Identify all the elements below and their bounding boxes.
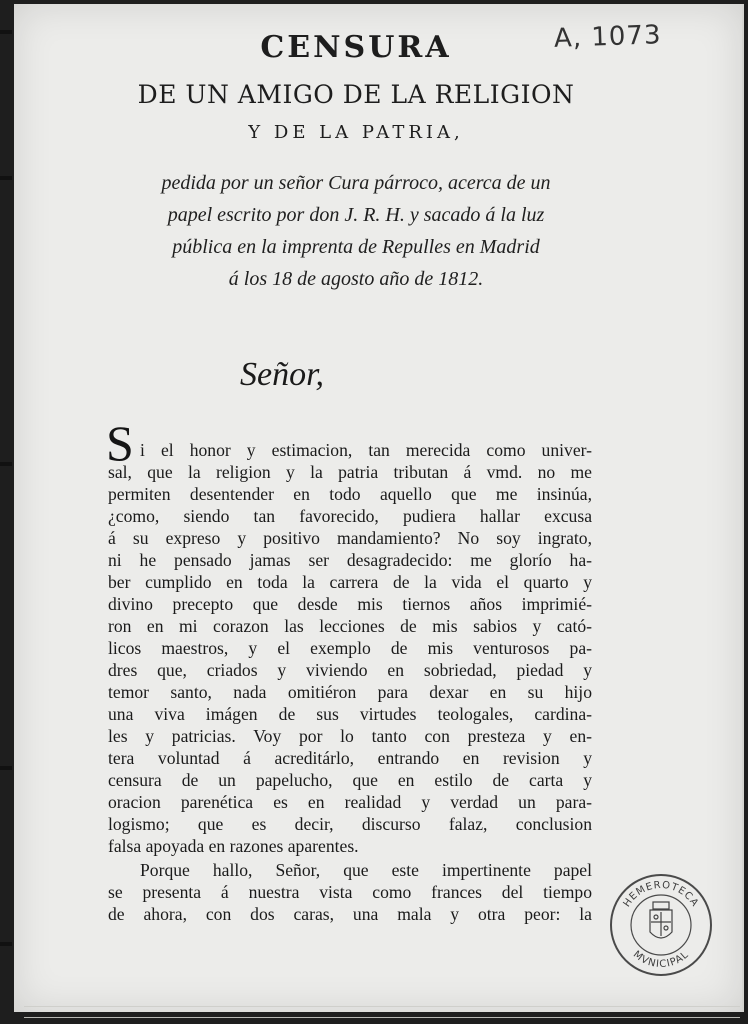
stamp-top-text: HEMEROTECA [621,879,701,910]
body-line: ¿como, siendo tan favorecido, pudiera hallar excusa [108,506,592,526]
drop-cap: S [106,415,134,471]
handwritten-annotation: A, 1073 [553,20,662,54]
body-line: una viva imágen de sus virtudes teologales, cardina- [108,704,592,724]
page-title: CENSURA [260,30,452,65]
body-line: á su expreso y positivo mandamiento? No soy ingrato, [108,528,592,548]
body-line: Porque hallo, Señor, que este impertinente papel [140,860,592,880]
binding-mark [0,942,12,946]
stamp-bottom-text: MVNICIPAL [630,949,692,971]
coat-of-arms-icon [650,902,672,938]
body-line: ron en mi corazon las lecciones de mis sabios y cató- [108,616,592,636]
body-line: divino precepto que desde mis tiernos años imprimié- [108,594,592,614]
salutation: Señor, [240,356,325,393]
body-line: licos maestros, y el exemplo de mis venturosos pa- [108,638,592,658]
page-edge [24,1006,740,1018]
body-line: permiten desentender en todo aquello que me insinúa, [108,484,592,504]
body-line: de ahora, con dos caras, una mala y otra peor: la [108,904,592,924]
body-line: sal, que la religion y la patria tributan á vmd. no me [108,462,592,482]
body-line: dres que, criados y viviendo en sobriedad, piedad y [108,660,592,680]
binding-mark [0,176,12,180]
body-line: se presenta á nuestra vista como frances del tiempo [108,882,592,902]
subtitle-line: papel escrito por don J. R. H. y sacado á la luz [167,204,545,226]
library-stamp [608,872,714,978]
body-line: i el honor y estimacion, tan merecida como univer- [140,440,592,460]
body-line: temor santo, nada omitiéron para dexar en su hijo [108,682,592,702]
subtitle-line: á los 18 de agosto año de 1812. [228,268,484,290]
body-line: les y patricias. Voy por lo tanto con presteza y en- [108,726,592,746]
body-line: ni he pensado jamas ser desagradecido: me glorío ha- [108,550,592,570]
title-line-3: Y DE LA PATRIA, [248,122,464,143]
body-line: censura de un papelucho, que en estilo de carta y [108,770,592,790]
subtitle-line: pública en la imprenta de Repulles en Madrid [172,236,540,258]
binding-mark [0,766,12,770]
body-line: falsa apoyada en razones aparentes. [108,836,359,856]
body-line: logismo; que es decir, discurso falaz, conclusion [108,814,592,834]
binding-mark [0,462,12,466]
body-line: tera voluntad á acreditárlo, entrando en revision y [108,748,592,768]
title-line-2: DE UN AMIGO DE LA RELIGION [137,80,575,109]
body-line: ber cumplido en toda la carrera de la vida el quarto y [108,572,592,592]
body-line: oracion parenética es en realidad y verdad un para- [108,792,592,812]
binding-mark [0,30,12,34]
subtitle-line: pedida por un señor Cura párroco, acerca de un [161,172,551,194]
